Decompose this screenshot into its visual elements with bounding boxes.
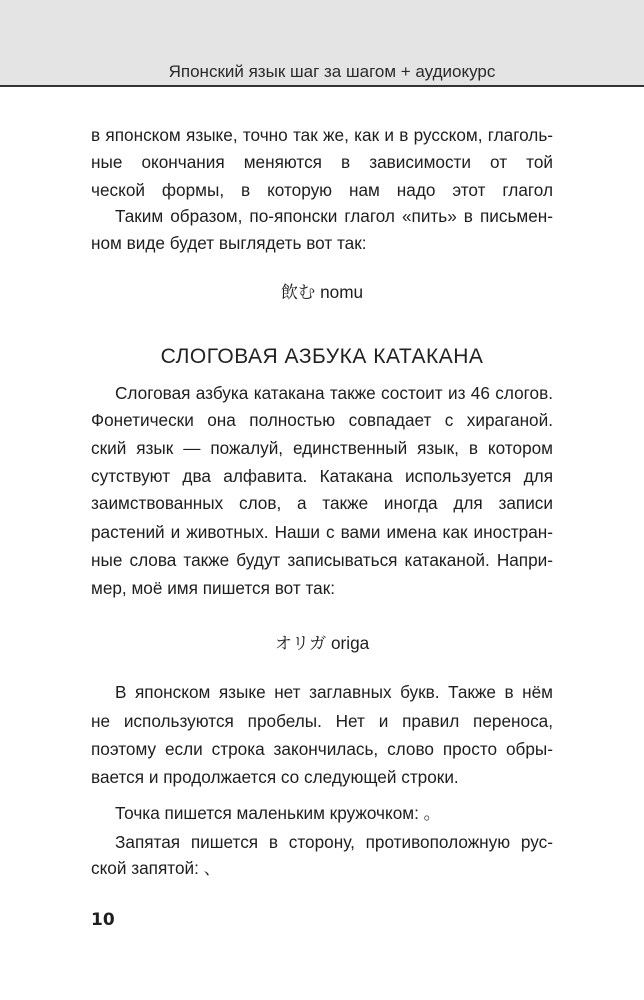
- text-line: ской запятой: 、: [91, 858, 221, 878]
- text-line: поэтому если строка закончилась, слово просто обры-: [91, 739, 553, 759]
- text-line: вается и продолжается со следующей строки.: [91, 767, 459, 787]
- example-romaji: nomu: [320, 282, 364, 302]
- text-line: не используются пробелы. Нет и правил переноса,: [91, 711, 553, 731]
- example-japanese: オリガ: [274, 634, 327, 654]
- text-line: Слоговая азбука катакана также состоит из 46 слогов.: [115, 383, 553, 403]
- text-line: ский язык — пожалуй, единственный язык, в котором: [91, 438, 553, 458]
- text-line: сутствуют два алфавита. Катакана используется для: [91, 466, 553, 486]
- text-line: В японском языке нет заглавных букв. Также в нём: [115, 682, 553, 702]
- running-header: [0, 0, 644, 87]
- page-number: 10: [91, 910, 115, 930]
- text-line: растений и животных. Наши с вами имена как иностран-: [91, 522, 553, 542]
- section-heading: СЛОГОВАЯ АЗБУКА КАТАКАНА: [160, 345, 484, 368]
- text-line: в японском языке, точно так же, как и в русском, глаголь-: [91, 125, 553, 145]
- text-line: ческой формы, в которую нам надо этот глагол: [91, 180, 553, 200]
- text-line: Запятая пишется в сторону, противоположную рус-: [115, 832, 553, 852]
- text-line: ные слова также будут записываться катаканой. Напри-: [91, 550, 553, 570]
- text-line: заимствованных слов, а также иногда для записи: [91, 493, 553, 513]
- book-title: Японский язык шаг за шагом + аудиокурс: [168, 62, 496, 81]
- text-line: Точка пишется маленьким кружочком: 。: [115, 803, 441, 823]
- text-line: ные окончания меняются в зависимости от той: [91, 152, 553, 172]
- text-line: Фонетически она полностью совпадает с хираганой.: [91, 410, 553, 430]
- example-romaji: origa: [330, 633, 370, 653]
- example-origa: [91, 632, 553, 655]
- text-line: мер, моё имя пишется вот так:: [91, 578, 336, 598]
- text-line: ном виде будет выглядеть вот так:: [91, 233, 367, 253]
- text-line: Таким образом, по-японски глагол «пить» в письмен-: [115, 206, 553, 226]
- example-nomu: [91, 281, 553, 304]
- example-japanese: 飲む: [280, 283, 316, 303]
